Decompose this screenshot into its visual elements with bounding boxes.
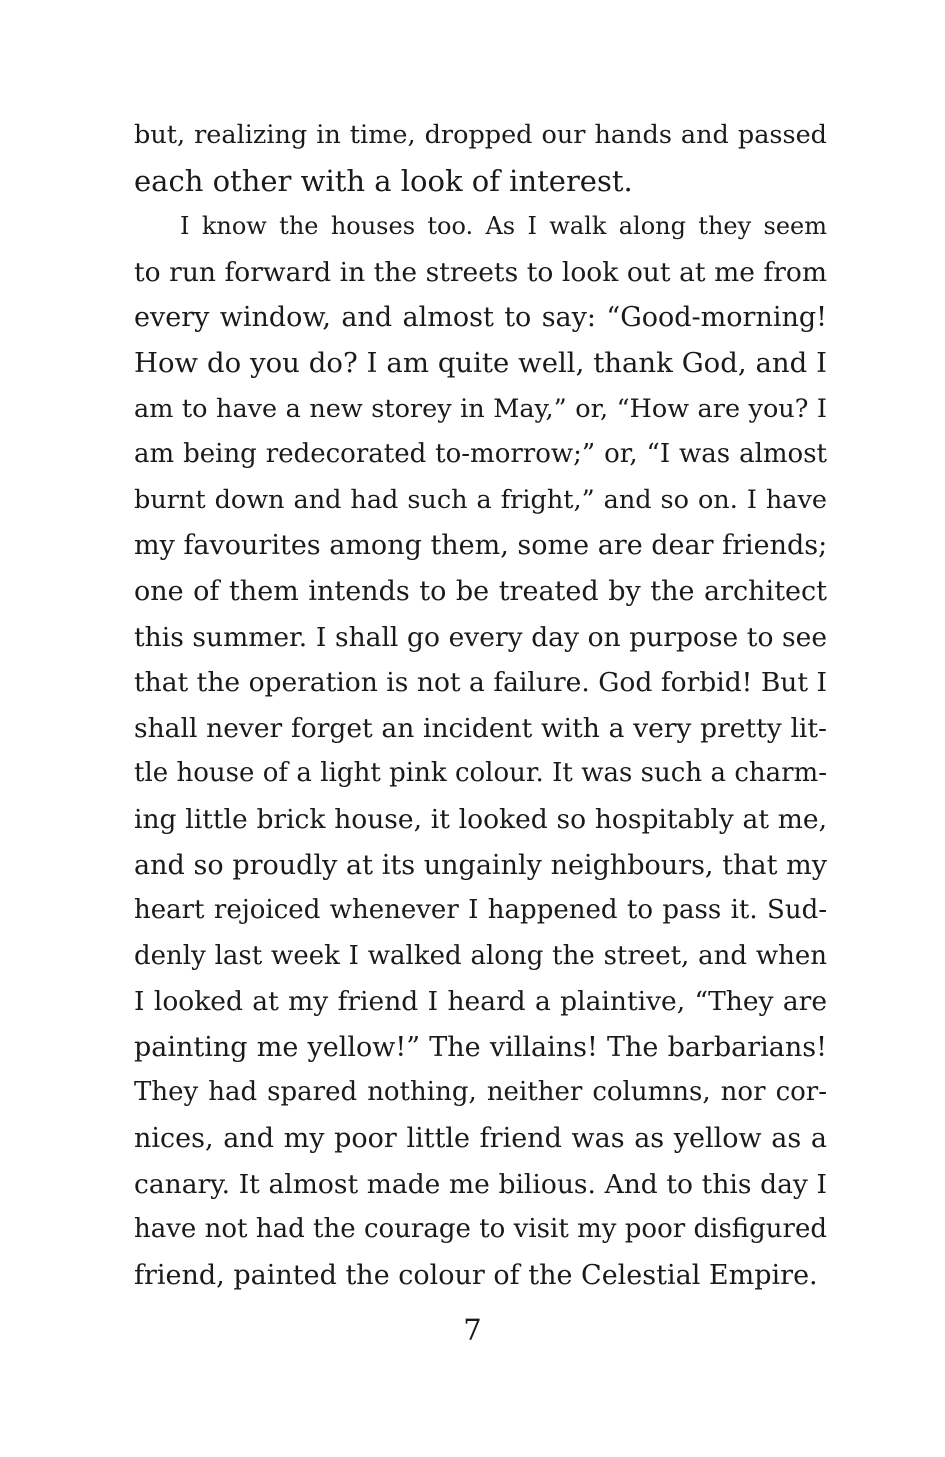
text-line: every window, and almost to say: “Good-morning! xyxy=(134,302,827,334)
text-line: each other with a look of interest. xyxy=(134,163,633,198)
text-line: am to have a new storey in May,” or, “How are you? I xyxy=(134,393,827,424)
text-line: and so proudly at its ungainly neighbours, that my xyxy=(134,849,827,881)
text-line: am being redecorated to-morrow;” or, “I was almost xyxy=(134,439,827,470)
text-line: burnt down and had such a fright,” and so on. I have xyxy=(134,484,827,515)
text-line: one of them intends to be treated by the architect xyxy=(134,575,827,607)
text-line: friend, painted the colour of the Celestial Empire. xyxy=(134,1259,818,1291)
text-line: painting me yellow!” The villains! The barbarians! xyxy=(134,1031,827,1063)
text-line: my favourites among them, some are dear friends; xyxy=(134,530,828,562)
text-line: shall never forget an incident with a very pretty lit- xyxy=(134,712,827,744)
text-line: have not had the courage to visit my poor disfigured xyxy=(134,1214,827,1245)
text-line: tle house of a light pink colour. It was such a charm- xyxy=(134,758,827,789)
text-line: I looked at my friend I heard a plaintive, “They are xyxy=(134,986,827,1018)
text-line: that the operation is not a failure. God forbid! But I xyxy=(134,667,827,699)
text-line: to run forward in the streets to look out at me from xyxy=(134,256,827,288)
text-line: How do you do? I am quite well, thank God, and I xyxy=(134,346,827,379)
text-line: nices, and my poor little friend was as yellow as a xyxy=(134,1123,827,1155)
text-line: denly last week I walked along the street, and when xyxy=(134,940,827,971)
page-number: 7 xyxy=(463,1313,482,1347)
text-line: heart rejoiced whenever I happened to pass it. Sud- xyxy=(134,895,827,926)
text-line: canary. It almost made me bilious. And to this day I xyxy=(134,1168,827,1200)
body-text xyxy=(134,113,827,1298)
paragraph xyxy=(134,113,827,204)
text-line: They had spared nothing, neither columns, nor cor- xyxy=(134,1077,827,1108)
text-line: I know the houses too. As I walk along they seem xyxy=(180,212,827,241)
text-line: but, realizing in time, dropped our hands and passed xyxy=(134,120,827,150)
text-line: this summer. I shall go every day on purpose to see xyxy=(134,621,827,653)
paragraph xyxy=(134,204,827,1298)
text-line: ing little brick house, it looked so hospitably at me, xyxy=(134,803,827,835)
